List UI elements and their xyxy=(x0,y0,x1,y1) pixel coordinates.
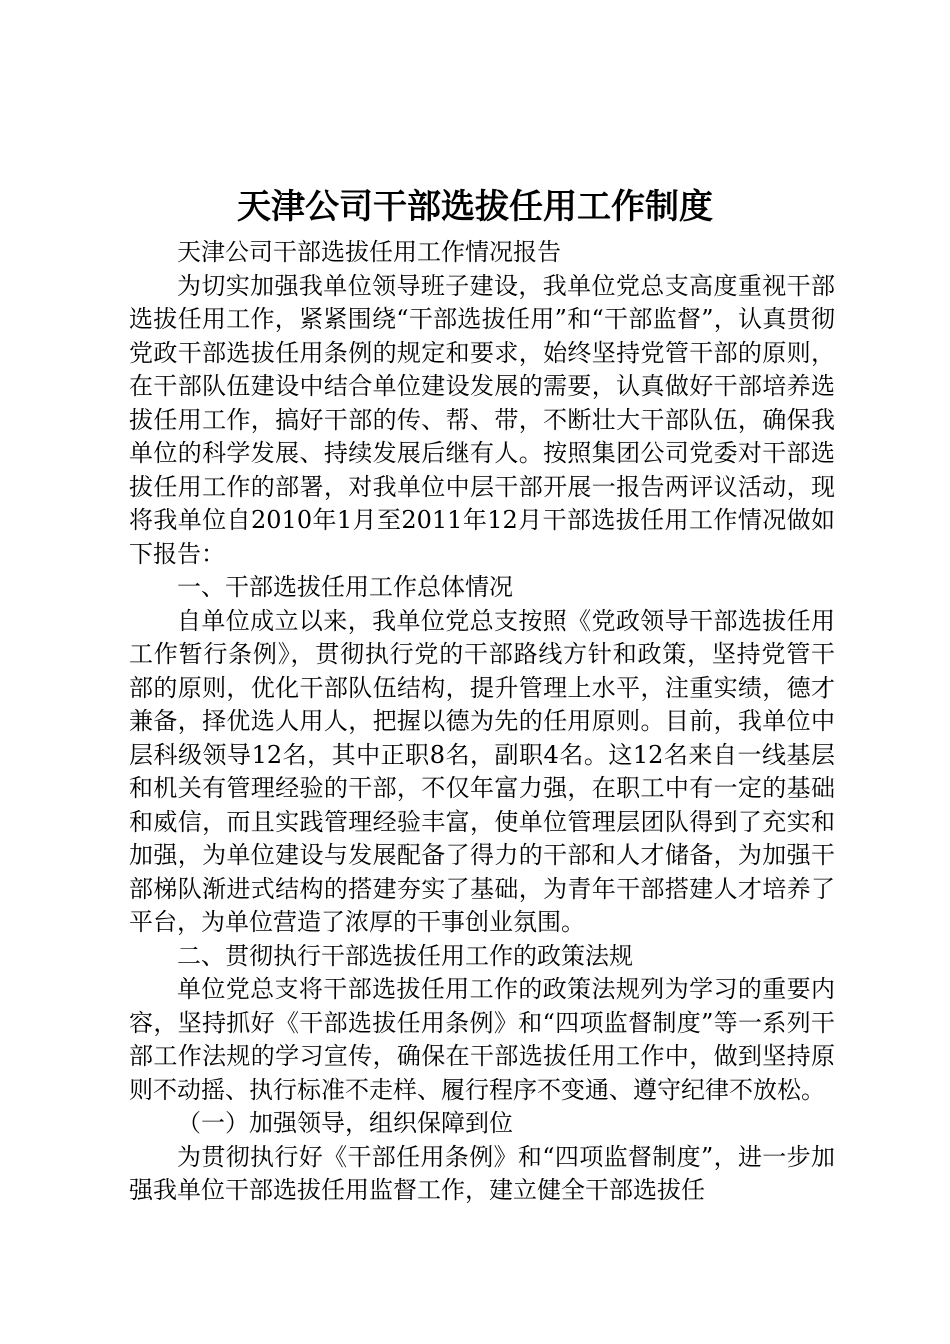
document-title: 天津公司干部选拔任用工作制度 xyxy=(237,187,713,227)
document-body xyxy=(129,236,835,1208)
section-heading-2: 二、贯彻执行干部选拔任用工作的政策法规 xyxy=(177,941,633,970)
report-subtitle: 天津公司干部选拔任用工作情况报告 xyxy=(177,238,561,266)
section-1-paragraph: 自单位成立以来，我单位党总支按照《党政领导干部选拔任用工作暂行条例》，贯彻执行党的干部路线方针和政策，坚持党管干部的原则，优化干部队伍结构，提升管理上水平，注重实绩，德才兼备，择优选人用人，把握以德为先的任用原则。目前，我单位中层科级领导12名，其中正职8名，副职4名。这12名来自一线基层和机关有管理经验的干部，不仅年富力强，在职工中有一定的基础和威信，而且实践管理经验丰富，使单位管理层团队得到了充实和加强，为单位建设与发展配备了得力的干部和人才储备，为加强干部梯队渐进式结构的搭建夯实了基础，为青年干部搭建人才培养了平台，为单位营造了浓厚的干事创业氛围。 xyxy=(129,606,835,936)
subsection-1-paragraph: 为贯彻执行好《干部任用条例》和“四项监督制度”，进一步加强我单位干部选拔任用监督工作，建立健全干部选拔任 xyxy=(129,1142,835,1204)
section-2-paragraph: 单位党总支将干部选拔任用工作的政策法规列为学习的重要内容，坚持抓好《干部选拔任用条例》和“四项监督制度”等一系列干部工作法规的学习宣传，确保在干部选拔任用工作中，做到坚持原则不动摇、执行标准不走样、履行程序不变通、遵守纪律不放松。 xyxy=(129,975,835,1104)
intro-paragraph: 为切实加强我单位领导班子建设，我单位党总支高度重视干部选拔任用工作，紧紧围绕“干部选拔任用”和“干部监督”，认真贯彻党政干部选拔任用条例的规定和要求，始终坚持党管干部的原则，在干部队伍建设中结合单位建设发展的需要，认真做好干部培养选拔任用工作，搞好干部的传、帮、带，不断壮大干部队伍，确保我单位的科学发展、持续发展后继有人。按照集团公司党委对干部选拔任用工作的部署，对我单位中层干部开展一报告两评议活动，现将我单位自2010年1月至2011年12月干部选拔任用工作情况做如下报告： xyxy=(129,271,835,568)
section-heading-1: 一、干部选拔任用工作总体情况 xyxy=(177,573,513,601)
subsection-heading-1: （一）加强领导，组织保障到位 xyxy=(177,1109,513,1137)
